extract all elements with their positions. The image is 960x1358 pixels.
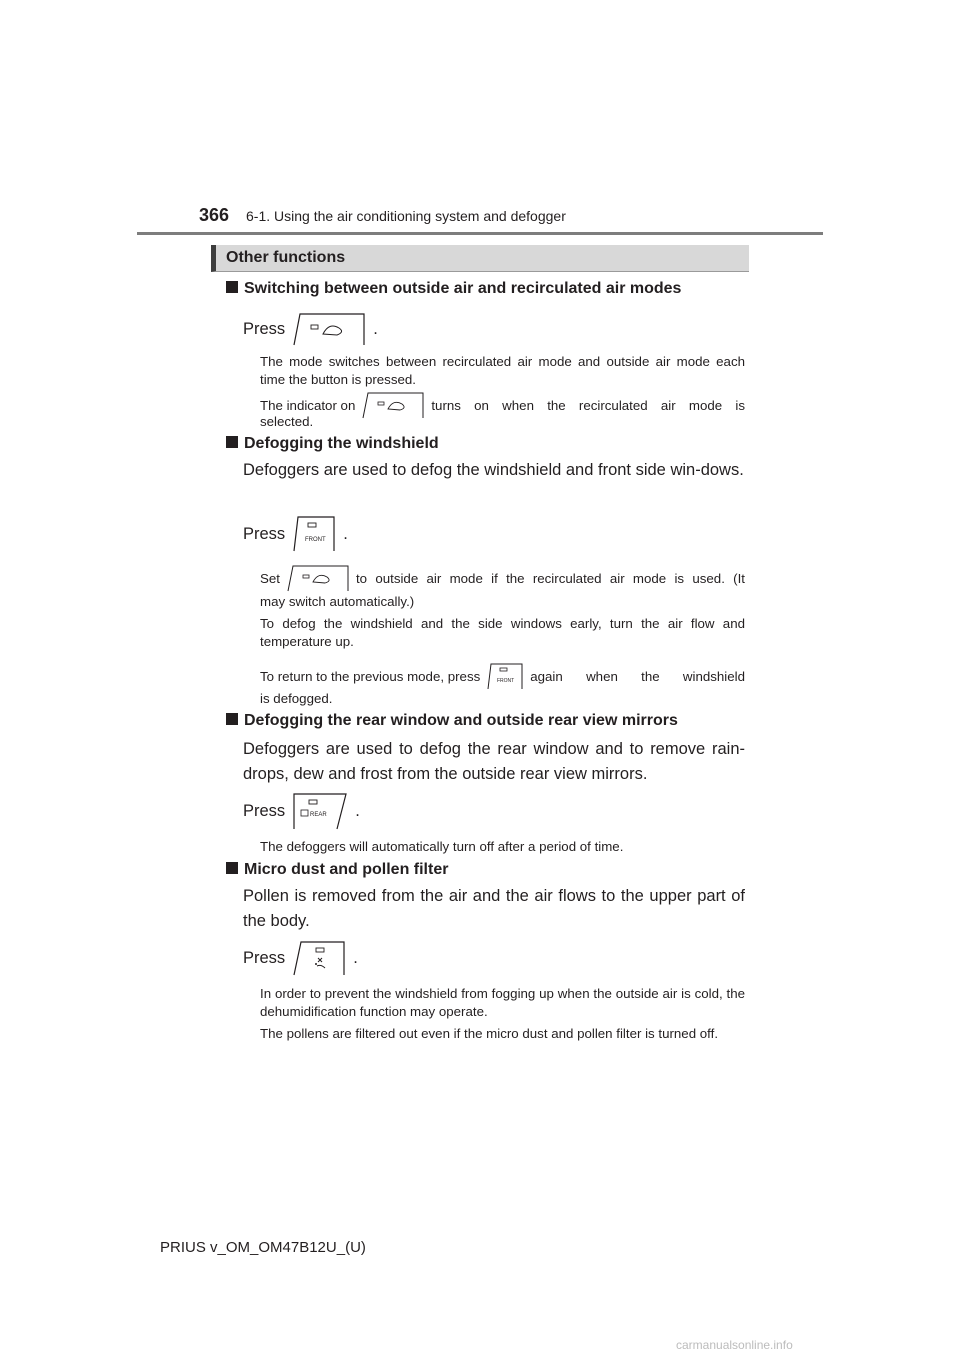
header-rule: [137, 232, 823, 235]
front-defogger-button-icon: [486, 661, 524, 691]
windshield-note-3-end: is defogged.: [260, 691, 333, 706]
heading-windshield: Defogging the windshield: [226, 435, 439, 453]
page-number: 366: [199, 205, 230, 225]
recirc-note-2-end: selected.: [260, 414, 314, 429]
front-defogger-button-icon: [291, 514, 337, 554]
recirculation-button-icon: [286, 563, 350, 593]
svg-text:FRONT: FRONT: [497, 678, 515, 684]
square-bullet-icon: [226, 862, 238, 874]
footer-document-id: PRIUS v_OM_OM47B12U_(U): [160, 1239, 366, 1256]
heading-rear-window: Defogging the rear window and outside rear view mirrors: [226, 712, 678, 730]
square-bullet-icon: [226, 436, 238, 448]
press-row-recirc: Press .: [243, 310, 378, 348]
square-bullet-icon: [226, 281, 238, 293]
rear-note-1: The defoggers will automatically turn off after a period of time.: [260, 839, 624, 854]
recirc-note-2: The indicator on turns on when the recirculated air mode is: [260, 390, 745, 420]
recirc-note-1: The mode switches between recirculated air mode and outside air mode each time the button is pressed.: [260, 354, 745, 387]
windshield-note-1: Set to outside air mode if the recirculated air mode is used. (It: [260, 563, 745, 593]
press-row-windshield: Press FRONT .: [243, 514, 348, 554]
heading-recirculated-air: Switching between outside air and recirculated air modes: [226, 280, 681, 298]
press-row-rear: Press REAR .: [243, 790, 360, 832]
pollen-body: Pollen is removed from the air and the air flows to the upper part of the body.: [243, 887, 745, 930]
windshield-note-3: To return to the previous mode, press FRONT again when the windshield: [260, 661, 745, 691]
pollen-note-1: In order to prevent the windshield from fogging up when the outside air is cold, the dehumidification function may operate.: [260, 986, 745, 1019]
heading-pollen-filter: Micro dust and pollen filter: [226, 861, 448, 879]
section-bar: [211, 245, 749, 272]
windshield-body: Defoggers are used to defog the windshield and front side win-dows.: [243, 461, 744, 479]
svg-text:REAR: REAR: [310, 812, 327, 818]
pollen-filter-button-icon: [291, 938, 347, 978]
rear-body: Defoggers are used to defog the rear window and to remove rain-drops, dew and frost from the outside rear view mirrors.: [243, 740, 745, 783]
svg-text:FRONT: FRONT: [305, 537, 326, 543]
square-bullet-icon: [226, 713, 238, 725]
recirculation-button-icon: [291, 310, 367, 348]
windshield-note-1-end: may switch automatically.): [260, 594, 415, 609]
section-title: Other functions: [226, 249, 346, 266]
windshield-note-2: To defog the windshield and the side windows early, turn the air flow and temperature up.: [260, 616, 745, 649]
chapter-title: 6-1. Using the air conditioning system and defogger: [246, 208, 566, 224]
rear-defogger-button-icon: [291, 790, 349, 832]
pollen-note-2: The pollens are filtered out even if the micro dust and pollen filter is turned off.: [260, 1026, 719, 1041]
press-row-pollen: Press .: [243, 938, 358, 978]
watermark: carmanualsonline.info: [676, 1338, 793, 1352]
